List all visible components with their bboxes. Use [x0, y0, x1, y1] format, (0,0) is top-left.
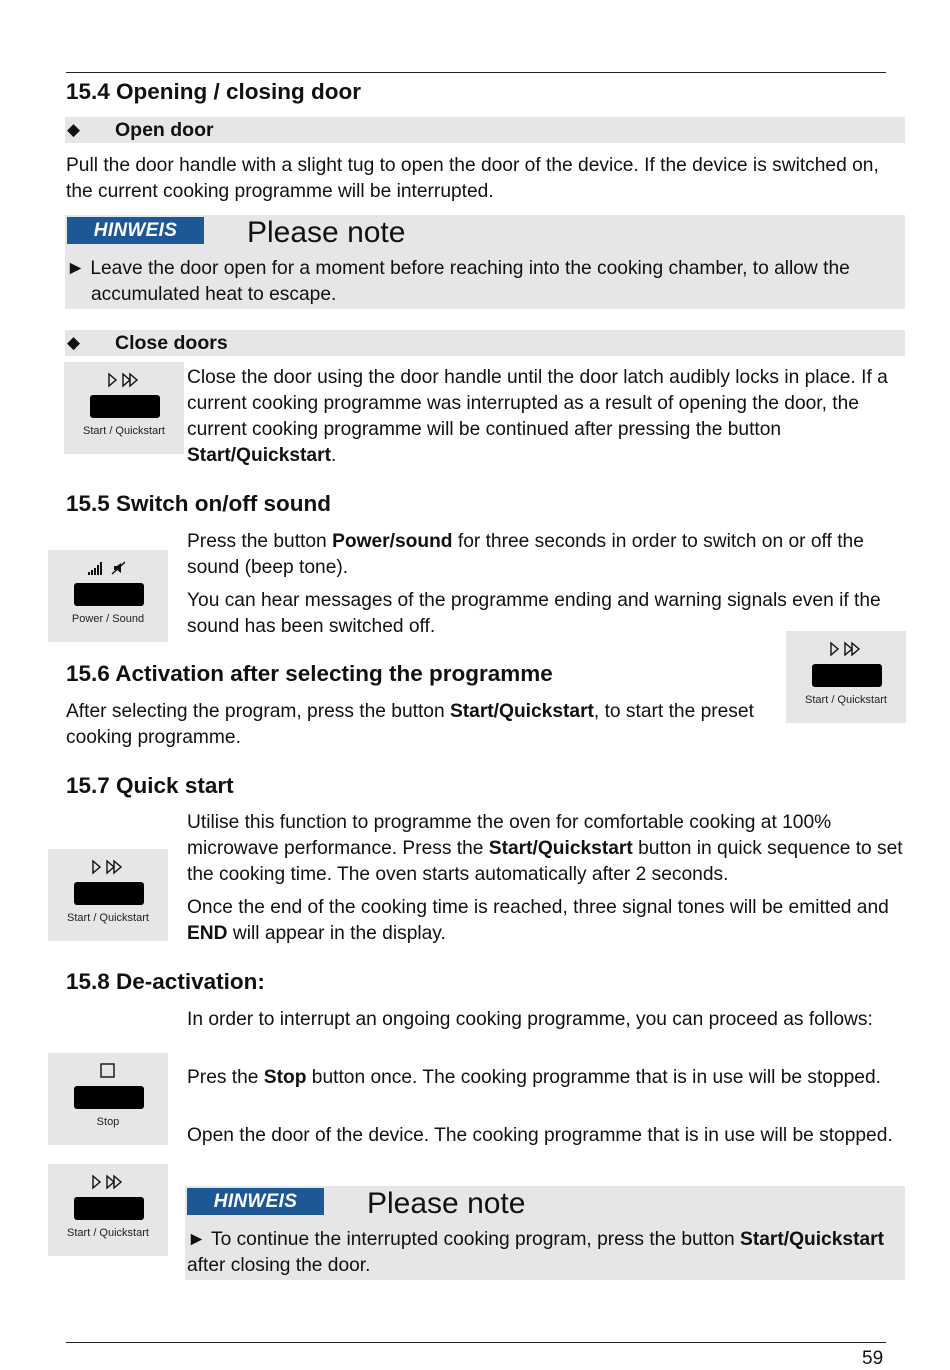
- close-doors-text-body: Close the door using the door handle until the door latch audibly locks in place. If a current cooking programme was interrupted as a result of opening the door, the current cooking programme will be continued after pressing the button: [187, 367, 888, 440]
- section-15-6-heading: 15.6 Activation after selecting the programme: [66, 661, 553, 686]
- play-fastforward-icon: [786, 641, 906, 659]
- diamond-bullet-icon: ◆: [67, 120, 81, 139]
- deactivation-text-2: [187, 1065, 907, 1091]
- note-text: [66, 256, 925, 308]
- start-quickstart-button[interactable]: [812, 664, 882, 687]
- close-doors-subheading: [65, 330, 905, 356]
- deactivation-text-2-a: Pres the: [187, 1067, 264, 1088]
- play-fastforward-icon: [48, 859, 168, 877]
- power-sound-button[interactable]: [74, 583, 144, 606]
- quickstart-text-2-a: Once the end of the cooking time is reached, three signal tones will be emitted and: [187, 897, 889, 918]
- sound-text-1-a: Press the button: [187, 531, 333, 552]
- quickstart-text-2-c: will appear in the display.: [227, 923, 446, 944]
- note-text-a: To continue the interrupted cooking program, press the button: [206, 1229, 741, 1250]
- open-door-subheading: [65, 117, 905, 143]
- sound-text-1-c: for three seconds in order to switch on or off the sound (beep tone).: [187, 531, 864, 578]
- start-quickstart-panel: [48, 849, 168, 941]
- activation-text-a: After selecting the program, press the button: [66, 701, 450, 722]
- section-15-8-heading: 15.8 De-activation:: [66, 969, 265, 994]
- bottom-rule: [66, 1342, 886, 1343]
- start-quickstart-label: Start / Quickstart: [83, 425, 165, 437]
- close-doors-text-end: .: [330, 445, 337, 466]
- note-box-heat: [65, 215, 905, 309]
- quickstart-text-1: [187, 810, 907, 888]
- section-15-7-heading: 15.7 Quick start: [66, 773, 234, 798]
- stop-square-icon: [48, 1063, 168, 1081]
- section-15-5-heading: 15.5 Switch on/off sound: [66, 491, 332, 516]
- play-fastforward-icon: [48, 1174, 168, 1192]
- quickstart-text-1-a: Utilise this function to programme the oven for comfortable cooking at 100% microwave performance. Press the: [187, 812, 832, 859]
- sound-volume-mute-icon: [48, 560, 168, 578]
- note-text: [187, 1227, 901, 1279]
- start-quickstart-button[interactable]: [90, 395, 160, 418]
- start-quickstart-panel: [64, 362, 184, 454]
- stop-panel: [48, 1053, 168, 1145]
- note-box-continue: [185, 1186, 905, 1280]
- note-button-name: Start/Quickstart: [740, 1229, 884, 1250]
- activation-text-c: , to start the preset cooking programme.: [66, 701, 754, 748]
- start-quickstart-button[interactable]: [74, 882, 144, 905]
- note-text-c: after closing the door.: [187, 1255, 371, 1276]
- power-sound-button-name: Power/sound: [332, 531, 453, 552]
- close-doors-button-name: Start/Quickstart: [187, 445, 331, 466]
- quickstart-text-1-c: button in quick sequence to set the cooking time. The oven starts automatically after 2 seconds.: [187, 838, 903, 885]
- stop-button-name: Stop: [263, 1067, 307, 1088]
- open-door-text: Pull the door handle with a slight tug to open the door of the device. If the device is switched on, the current cooking programme will be interrupted.: [66, 155, 879, 202]
- start-quickstart-panel: [786, 631, 906, 723]
- stop-button[interactable]: [74, 1086, 144, 1109]
- end-display-text: END: [187, 923, 228, 944]
- deactivation-text-2-c: button once. The cooking programme that is in use will be stopped.: [306, 1067, 881, 1088]
- power-sound-panel: [48, 550, 168, 642]
- page-number: 59: [862, 1348, 884, 1369]
- close-doors-text: [187, 365, 907, 469]
- section-15-4-heading: 15.4 Opening / closing door: [66, 79, 362, 104]
- hinweis-badge: HINWEIS: [187, 1188, 324, 1215]
- note-text-body: Leave the door open for a moment before reaching into the cooking chamber, to allow the accumulated heat to escape.: [90, 258, 850, 305]
- note-title: Please note: [367, 1187, 526, 1220]
- power-sound-label: Power / Sound: [71, 613, 145, 625]
- sound-text-1: [187, 529, 907, 581]
- hinweis-badge: HINWEIS: [67, 217, 204, 244]
- stop-label: Stop: [96, 1116, 120, 1128]
- deactivation-text-3: Open the door of the device. The cooking programme that is in use will be stopped.: [187, 1125, 893, 1146]
- quickstart-button-name: Start/Quickstart: [488, 838, 633, 859]
- activation-button-name: Start/Quickstart: [449, 701, 594, 722]
- top-rule: [66, 72, 886, 73]
- close-doors-title: Close doors: [115, 332, 228, 354]
- deactivation-text-1: In order to interrupt an ongoing cooking programme, you can proceed as follows:: [187, 1009, 873, 1030]
- start-quickstart-label: Start / Quickstart: [67, 1227, 149, 1239]
- start-quickstart-panel: [48, 1164, 168, 1256]
- activation-text: [66, 699, 756, 751]
- sound-text-2: You can hear messages of the programme ending and warning signals even if the sound has been switched off.: [187, 590, 881, 637]
- play-fastforward-icon: [64, 372, 184, 390]
- quickstart-text-2: [187, 895, 907, 947]
- open-door-title: Open door: [115, 119, 214, 141]
- diamond-bullet-icon: ◆: [67, 333, 81, 352]
- start-quickstart-label: Start / Quickstart: [67, 912, 149, 924]
- arrow-bullet-icon: ►: [187, 1229, 206, 1250]
- start-quickstart-label: Start / Quickstart: [805, 694, 887, 706]
- arrow-bullet-icon: ►: [66, 258, 85, 279]
- note-title: Please note: [247, 216, 406, 249]
- start-quickstart-button[interactable]: [74, 1197, 144, 1220]
